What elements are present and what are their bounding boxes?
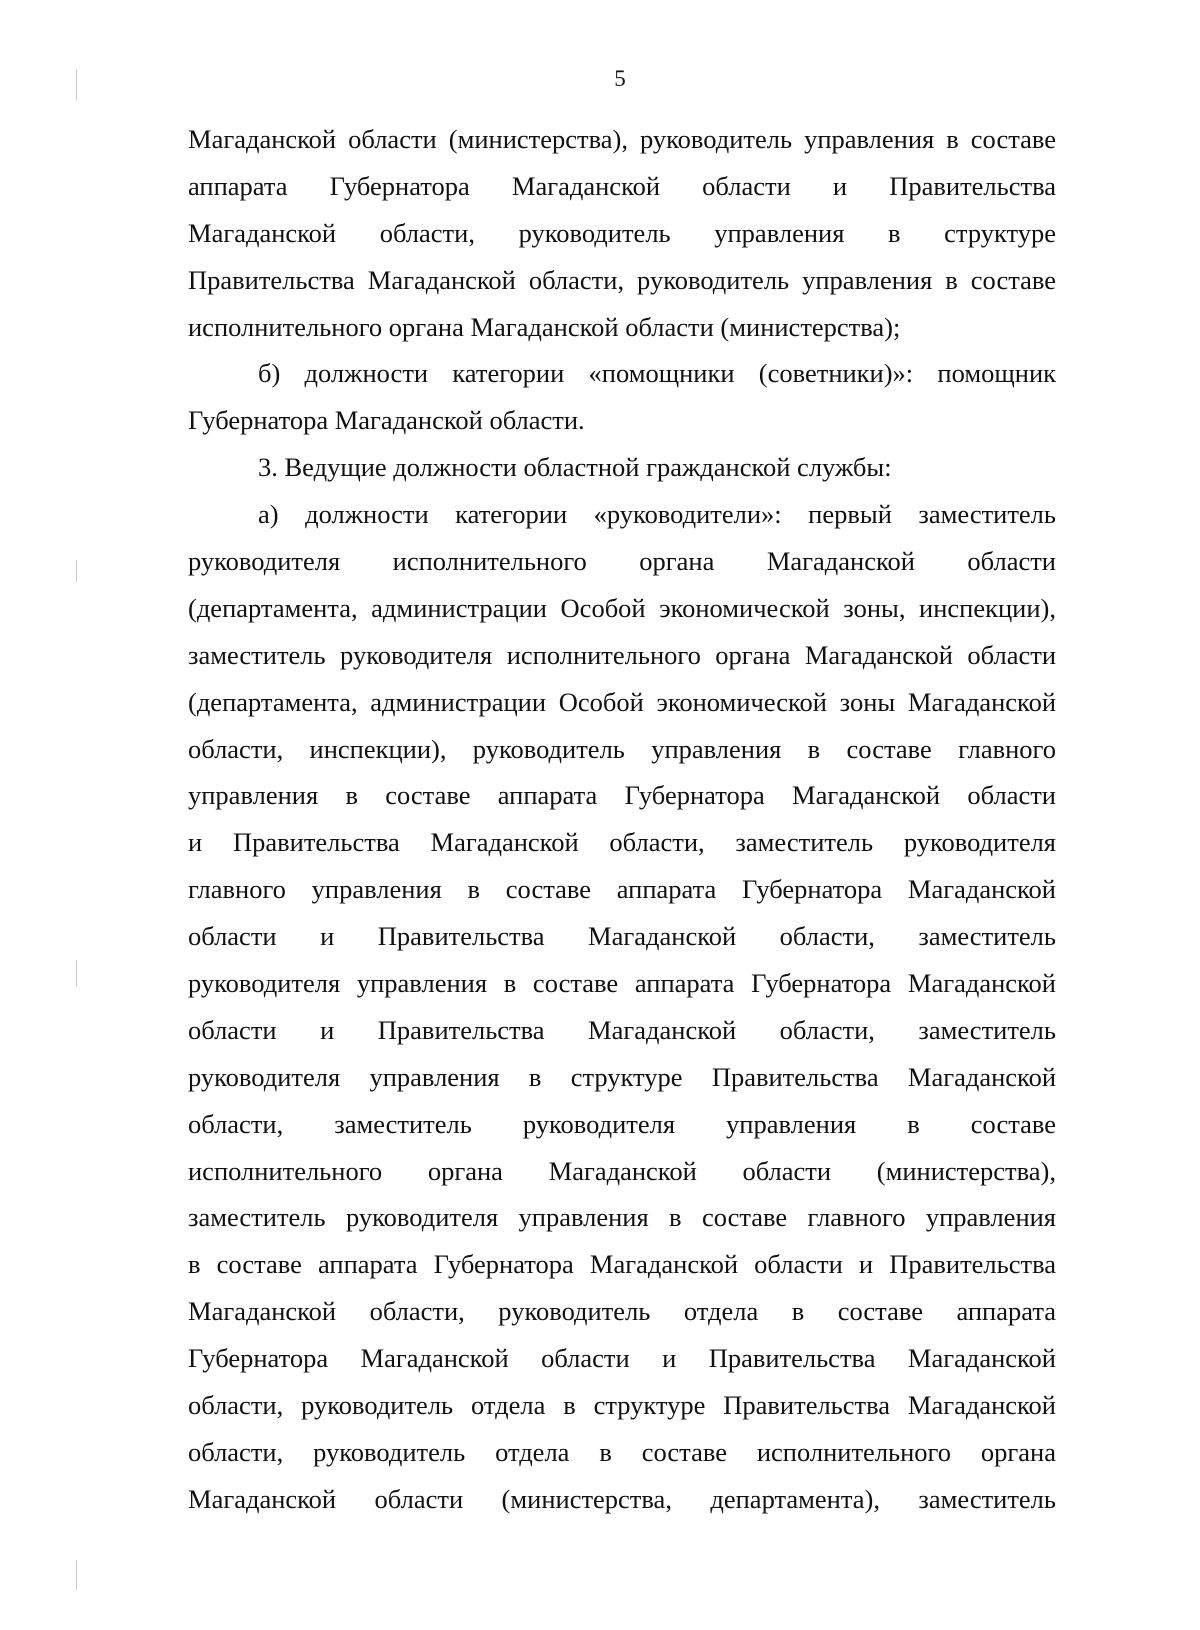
scan-artifact (76, 960, 77, 986)
text-line: 3. Ведущие должности областной гражданской службы: (258, 452, 892, 483)
text-line: области, заместитель руководителя управления в составе (188, 1108, 1056, 1139)
scan-artifact (76, 560, 77, 582)
text-line: Магаданской области (министерства, департамента), заместитель (188, 1483, 1056, 1514)
text-line: (департамента, администрации Особой экономической зоны, инспекции), (188, 592, 1056, 623)
text-line: руководителя управления в структуре Правительства Магаданской (188, 1061, 1056, 1092)
text-line: заместитель руководителя управления в составе главного управления (188, 1202, 1056, 1233)
text-line: Магаданской области, руководитель управления в структуре (188, 217, 1056, 248)
text-line: заместитель руководителя исполнительного органа Магаданской области (188, 639, 1056, 670)
text-line: главного управления в составе аппарата Губернатора Магаданской (188, 874, 1056, 905)
text-line: области и Правительства Магаданской области, заместитель (188, 921, 1056, 952)
text-line: в составе аппарата Губернатора Магаданской области и Правительства (188, 1249, 1056, 1280)
text-line: области, руководитель отдела в составе исполнительного органа (188, 1436, 1056, 1467)
text-line: аппарата Губернатора Магаданской области и Правительства (188, 170, 1056, 201)
text-line: управления в составе аппарата Губернатора Магаданской области (188, 780, 1056, 811)
text-line: исполнительного органа Магаданской области (министерства); (188, 311, 901, 342)
text-line: б) должности категории «помощники (советники)»: помощник (258, 358, 1056, 389)
text-line: (департамента, администрации Особой экономической зоны Магаданской (188, 686, 1056, 717)
text-line: Губернатора Магаданской области и Правительства Магаданской (188, 1343, 1056, 1374)
text-line: исполнительного органа Магаданской области (министерства), (188, 1155, 1056, 1186)
text-line: области, руководитель отдела в структуре Правительства Магаданской (188, 1390, 1056, 1421)
scan-artifact (76, 1560, 77, 1590)
page-number: 5 (614, 66, 626, 91)
text-line: области и Правительства Магаданской области, заместитель (188, 1014, 1056, 1045)
text-line: и Правительства Магаданской области, заместитель руководителя (188, 827, 1056, 858)
text-line: а) должности категории «руководители»: первый заместитель (258, 499, 1056, 530)
text-line: области, инспекции), руководитель управления в составе главного (188, 733, 1056, 764)
text-line: руководителя управления в составе аппарата Губернатора Магаданской (188, 968, 1056, 999)
text-line: руководителя исполнительного органа Магаданской области (188, 546, 1056, 577)
text-line: Губернатора Магаданской области. (188, 405, 585, 436)
text-line: Магаданской области (министерства), руководитель управления в составе (188, 124, 1056, 154)
text-line: Магаданской области, руководитель отдела в составе аппарата (188, 1296, 1056, 1327)
body-text (188, 116, 1056, 1523)
text-line: Правительства Магаданской области, руководитель управления в составе (188, 264, 1056, 295)
